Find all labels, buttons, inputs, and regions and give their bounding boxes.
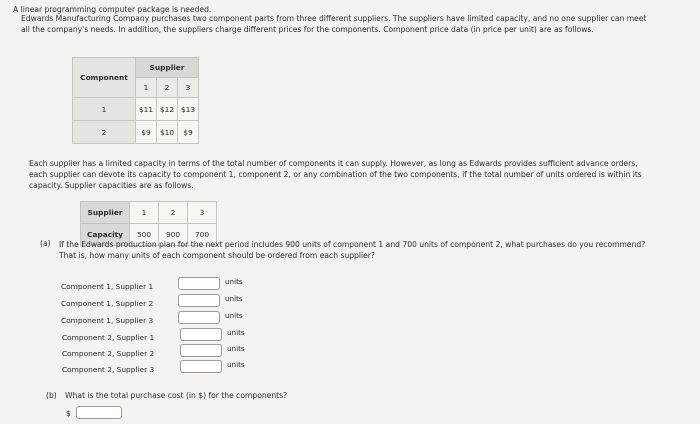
component1-supplier2-input[interactable] bbox=[178, 294, 220, 307]
price-table bbox=[72, 57, 199, 144]
table-row bbox=[73, 121, 199, 144]
question-line: That is, how many units of each component should be ordered from each supplier? bbox=[59, 251, 375, 260]
supplier-number: 3 bbox=[188, 202, 217, 224]
capacity-line: capacity. Supplier capacities are as follows. bbox=[29, 181, 194, 190]
price-cell: $10 bbox=[157, 121, 178, 144]
price-cell: $11 bbox=[136, 98, 157, 121]
part-a-question bbox=[59, 239, 645, 261]
supplier-number: 1 bbox=[136, 78, 157, 98]
component-header: Component bbox=[73, 58, 136, 98]
part-b-label: (b) bbox=[46, 391, 57, 400]
price-cell: $12 bbox=[157, 98, 178, 121]
part-b-question: What is the total purchase cost (in $) for the components? bbox=[65, 391, 288, 400]
component-number: 2 bbox=[73, 121, 136, 144]
units-label: units bbox=[227, 360, 245, 369]
capacity-description bbox=[29, 158, 642, 191]
answer-row-label: Component 1, Supplier 1 bbox=[61, 282, 154, 291]
capacity-line: Each supplier has a limited capacity in terms of the total number of components it can supply. However, as long as Edwards provides sufficient advance orders, bbox=[29, 159, 638, 168]
price-cell: $9 bbox=[178, 121, 199, 144]
part-a-label: (a) bbox=[40, 239, 51, 248]
supplier-header: Supplier bbox=[136, 58, 199, 78]
units-label: units bbox=[227, 344, 245, 353]
capacity-label: Capacity bbox=[81, 224, 130, 246]
component-number: 1 bbox=[73, 98, 136, 121]
units-label: units bbox=[227, 328, 245, 337]
problem-line: Edwards Manufacturing Company purchases two component parts from three different suppliers. The suppliers have limited capacity, and no one supplier can meet bbox=[21, 14, 647, 23]
answer-row-label: Component 2, Supplier 1 bbox=[62, 333, 155, 342]
units-label: units bbox=[225, 277, 243, 286]
capacity-value: 900 bbox=[159, 224, 188, 246]
question-line: If the Edwards production plan for the next period includes 900 units of component 1 and 700 units of component 2, what purchases do you recommend? bbox=[59, 240, 646, 249]
answer-row-label: Component 1, Supplier 2 bbox=[61, 299, 154, 308]
table-row bbox=[73, 98, 199, 121]
total-cost-input[interactable] bbox=[76, 406, 122, 419]
supplier-number: 2 bbox=[159, 202, 188, 224]
capacity-line: each supplier can devote its capacity to component 1, component 2, or any combination of the two components, if the total number of units ordered is within its bbox=[29, 170, 642, 179]
answer-row-label: Component 2, Supplier 3 bbox=[62, 365, 155, 374]
component2-supplier3-input[interactable] bbox=[180, 360, 222, 373]
supplier-number: 2 bbox=[157, 78, 178, 98]
component2-supplier2-input[interactable] bbox=[180, 344, 222, 357]
price-cell: $9 bbox=[136, 121, 157, 144]
answer-row-label: Component 1, Supplier 3 bbox=[61, 316, 154, 325]
component2-supplier1-input[interactable] bbox=[180, 328, 222, 341]
dollar-sign: $ bbox=[66, 409, 71, 418]
supplier-number: 3 bbox=[178, 78, 199, 98]
answer-row-label: Component 2, Supplier 2 bbox=[62, 349, 155, 358]
problem-line: all the company's needs. In addition, the suppliers charge different prices for the components. Component price data (in price per unit) are as follows. bbox=[21, 25, 594, 34]
component1-supplier1-input[interactable] bbox=[178, 277, 220, 290]
supplier-label: Supplier bbox=[81, 202, 130, 224]
capacity-value: 700 bbox=[188, 224, 217, 246]
supplier-number: 1 bbox=[130, 202, 159, 224]
capacity-value: 500 bbox=[130, 224, 159, 246]
units-label: units bbox=[225, 311, 243, 320]
price-cell: $13 bbox=[178, 98, 199, 121]
units-label: units bbox=[225, 294, 243, 303]
intro-text: A linear programming computer package is needed. bbox=[13, 5, 212, 14]
table-row bbox=[81, 202, 217, 224]
problem-description bbox=[21, 13, 646, 35]
component1-supplier3-input[interactable] bbox=[178, 311, 220, 324]
